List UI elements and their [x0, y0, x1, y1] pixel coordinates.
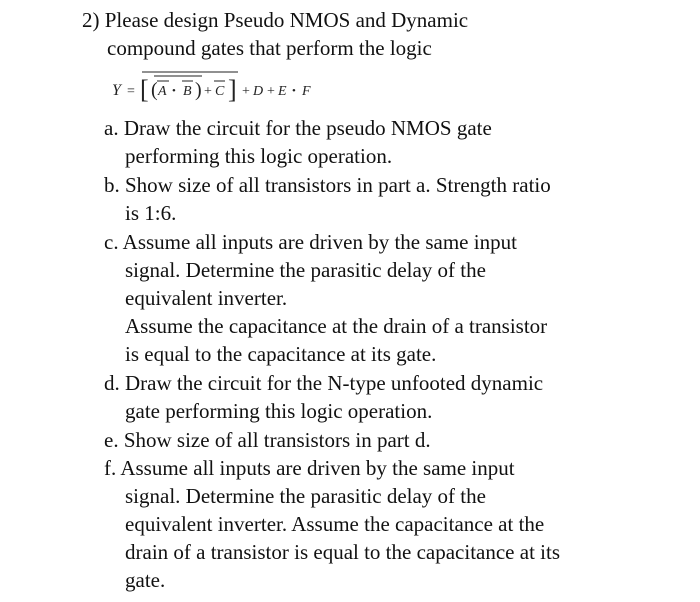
- eq-plus-2: +: [242, 84, 250, 99]
- part-f-line2: signal. Determine the parasitic delay of the: [125, 484, 486, 508]
- part-f-line1: f. Assume all inputs are driven by the same input: [104, 456, 515, 480]
- part-a-line2: performing this logic operation.: [125, 144, 393, 168]
- eq-var-d: D: [253, 84, 264, 99]
- logic-equation: [108, 68, 348, 108]
- question-title-line1: 2) Please design Pseudo NMOS and Dynamic: [82, 8, 469, 32]
- part-c-line3: equivalent inverter.: [125, 286, 288, 310]
- eq-paren-open: (: [151, 79, 158, 101]
- eq-var-f: F: [302, 84, 311, 99]
- eq-equals: =: [127, 84, 135, 99]
- eq-dot-1: •: [172, 85, 176, 97]
- eq-bracket-open: [: [140, 75, 149, 104]
- eq-paren-close: ): [195, 79, 202, 101]
- part-c-line1: c. Assume all inputs are driven by the same input: [104, 230, 517, 254]
- eq-var-c: C: [215, 84, 225, 99]
- eq-lhs: Y: [112, 82, 121, 99]
- part-a-line1: a. Draw the circuit for the pseudo NMOS gate: [104, 116, 492, 140]
- part-b-line1: b. Show size of all transistors in part a. Strength ratio: [104, 173, 551, 197]
- eq-var-e: E: [278, 84, 287, 99]
- part-d-line1: d. Draw the circuit for the N-type unfooted dynamic: [104, 371, 544, 395]
- part-f-line4: drain of a transistor is equal to the capacitance at its: [125, 540, 561, 564]
- eq-dot-2: •: [292, 85, 296, 97]
- part-f-line3: equivalent inverter. Assume the capacitance at the: [125, 512, 545, 536]
- question-title-line2: compound gates that perform the logic: [107, 36, 432, 60]
- part-b-line2: is 1:6.: [125, 201, 177, 225]
- eq-var-b: B: [183, 84, 192, 99]
- eq-plus-3: +: [267, 84, 275, 99]
- part-d-line2: gate performing this logic operation.: [125, 399, 433, 423]
- part-c-line2: signal. Determine the parasitic delay of the: [125, 258, 486, 282]
- part-c-line4: Assume the capacitance at the drain of a transistor: [125, 314, 548, 338]
- logic-equation-svg: [108, 68, 348, 108]
- part-e-line1: e. Show size of all transistors in part d.: [104, 428, 431, 452]
- eq-plus-1: +: [204, 84, 212, 99]
- part-c-line5: is equal to the capacitance at its gate.: [125, 342, 437, 366]
- part-f-line5: gate.: [125, 568, 166, 592]
- eq-bracket-close: ]: [228, 75, 237, 104]
- eq-var-a: A: [158, 84, 167, 99]
